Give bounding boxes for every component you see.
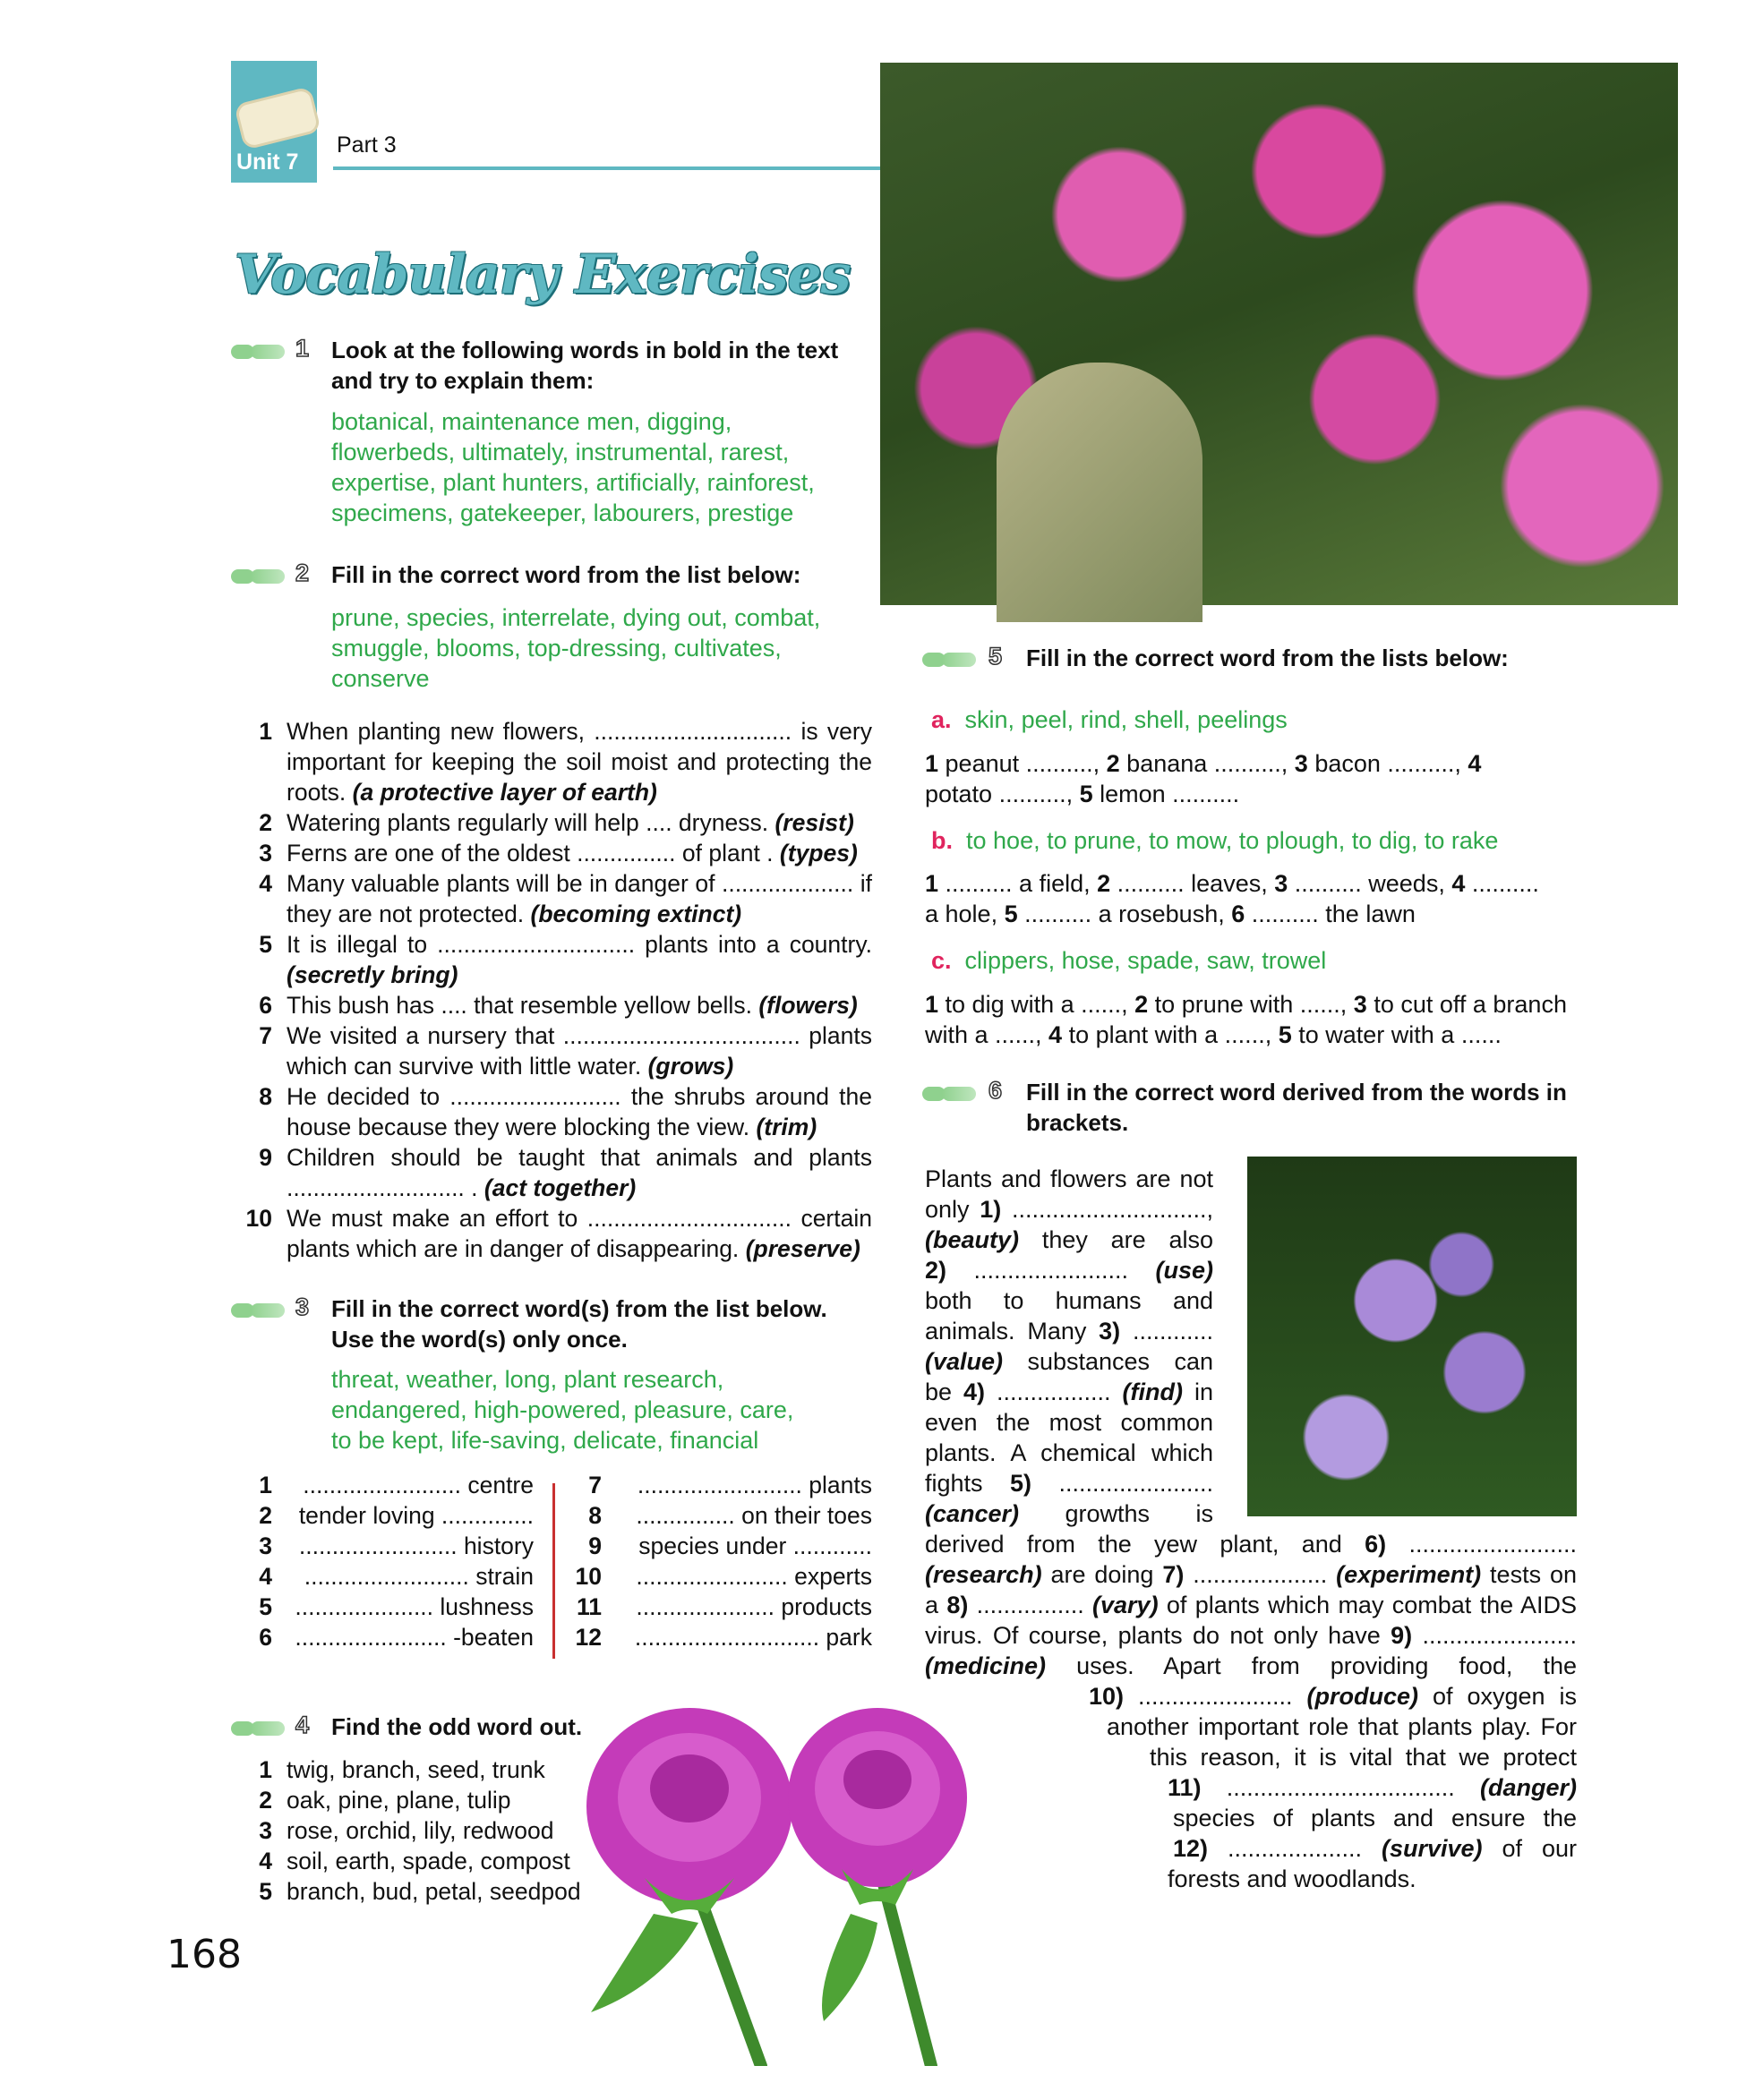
exercise-1-wordlist [331, 406, 815, 528]
exercise-5b-row [931, 825, 1498, 856]
list-item [559, 1531, 872, 1561]
item-text [287, 716, 872, 807]
item-text: ......................... strain [304, 1563, 534, 1590]
item-number: 4 [1468, 750, 1482, 777]
list-item [559, 1592, 872, 1622]
list-item [229, 1622, 534, 1652]
item-text: .......... a rosebush, [1017, 901, 1232, 927]
wordlist-line: botanical, maintenance men, digging, [331, 408, 732, 435]
exercise-1-number: 1 [295, 335, 310, 362]
item-text: soil, earth, spade, compost [287, 1848, 570, 1874]
exercise-5c-words: clippers, hose, spade, saw, trowel [964, 947, 1327, 974]
item-text: .......... a hole, [925, 870, 1539, 927]
item-text [287, 929, 872, 990]
text-line: (beauty) they are also [925, 1226, 1213, 1253]
item-sentence: He decided to .......................... the shrubs around the house because they were blocking the view. [287, 1083, 872, 1140]
item-text: banana .........., [1119, 750, 1295, 777]
exercise-2-number: 2 [295, 559, 310, 586]
text-line: plants. A chemical which [925, 1439, 1213, 1466]
item-number: 5 [1004, 901, 1018, 927]
item-text: oak, pine, plane, tulip [287, 1787, 511, 1814]
item-number: 3 [1353, 991, 1367, 1018]
exercise-2-list [229, 716, 872, 1264]
item-number: 1 [925, 750, 939, 777]
item-hint: (grows) [647, 1053, 734, 1080]
text-line: (medicine) uses. Apart from providing food, the [925, 1652, 1577, 1679]
item-number: 2 [259, 1502, 272, 1529]
text-line: species of plants and ensure the [1173, 1805, 1577, 1831]
list-item [229, 1754, 605, 1785]
list-item [229, 929, 872, 990]
item-text: to plant with a ......, [1062, 1021, 1279, 1048]
item-number: 1 [925, 870, 939, 897]
item-number: 7 [588, 1472, 602, 1498]
item-number: 3 [259, 840, 272, 866]
list-item [559, 1470, 872, 1500]
list-item [229, 807, 872, 838]
item-sentence: Ferns are one of the oldest ............... of plant . [287, 840, 774, 866]
item-text: ............... on their toes [636, 1502, 872, 1529]
item-hint: (a protective layer of earth) [352, 779, 657, 806]
item-text [287, 807, 872, 838]
item-number: 3 [1294, 750, 1308, 777]
exercise-arrow-icon [231, 343, 288, 361]
item-hint: (secretly bring) [287, 961, 458, 988]
scroll-icon [234, 86, 321, 150]
item-number: 5 [259, 1593, 272, 1620]
item-sentence: It is illegal to .............................. plants into a country. [287, 931, 872, 958]
text-line: 10) ....................... (produce) of oxygen is [1089, 1683, 1577, 1710]
list-item [229, 1020, 872, 1081]
item-text: ........................ centre [303, 1472, 534, 1498]
item-hint: (act together) [484, 1174, 637, 1201]
item-number: 2 [1106, 750, 1120, 777]
text-line: animals. Many 3) ............ [925, 1318, 1213, 1345]
text-line: derived from the yew plant, and 6) ......................... [925, 1531, 1577, 1558]
text-line: 11) .................................. (danger) [1168, 1774, 1577, 1801]
item-hint: (resist) [775, 809, 854, 836]
item-sentence: Watering plants regularly will help .... dryness. [287, 809, 769, 836]
item-number: 1 [925, 991, 939, 1018]
list-item [229, 1561, 534, 1592]
item-number: 6 [259, 992, 272, 1019]
exercise-5a-row [931, 704, 1288, 735]
exercise-5-instruction: Fill in the correct word from the lists below: [1026, 645, 1509, 671]
list-letter: b. [931, 827, 953, 854]
item-text [287, 1142, 872, 1203]
unit-tab [231, 61, 317, 183]
item-text: .......... weeds, [1288, 870, 1452, 897]
item-number: 4 [259, 1563, 272, 1590]
orchid-photo [1247, 1157, 1577, 1516]
wordlist-line: smuggle, blooms, top-dressing, cultivates, [331, 635, 782, 662]
exercise-4-list [229, 1754, 605, 1907]
text-line: virus. Of course, plants do not only have 9) ....................... [925, 1622, 1577, 1649]
exercise-2-wordlist [331, 602, 820, 694]
item-number: 9 [588, 1532, 602, 1559]
item-number: 8 [588, 1502, 602, 1529]
exercise-arrow-icon [231, 1720, 288, 1737]
roses-illustration [555, 1690, 1057, 2066]
item-text: twig, branch, seed, trunk [287, 1756, 545, 1783]
part-label: Part 3 [337, 132, 397, 158]
item-text: bacon .........., [1307, 750, 1468, 777]
header-rule [333, 166, 884, 170]
item-sentence: We must make an effort to ............................... certain plants which are in danger of disappearing. [287, 1205, 872, 1262]
exercise-1-instruction: Look at the following words in bold in the text and try to explain them: [331, 337, 839, 394]
text-line: both to humans and [925, 1287, 1213, 1314]
exercise-4-instruction: Find the odd word out. [331, 1713, 583, 1740]
item-text [287, 1203, 872, 1264]
item-text: .......... the lawn [1245, 901, 1416, 927]
item-number: 10 [575, 1563, 602, 1590]
item-text [287, 1020, 872, 1081]
text-line: be 4) ................. (find) in [925, 1379, 1213, 1405]
item-text: to cut off a branch with a ......, [925, 991, 1567, 1048]
item-number: 2 [1097, 870, 1111, 897]
exercise-arrow-icon [922, 1085, 980, 1103]
item-sentence: We visited a nursery that .................................... plants which can survive with little water. [287, 1022, 872, 1080]
item-number: 5 [259, 1878, 272, 1905]
exercise-5b-words: to hoe, to prune, to mow, to plough, to dig, to rake [966, 827, 1499, 854]
item-number: 3 [259, 1817, 272, 1844]
text-line: 2) ....................... (use) [925, 1257, 1213, 1284]
list-item [229, 990, 872, 1020]
item-text: ............................ park [634, 1624, 872, 1651]
page-number: 168 [167, 1932, 242, 1977]
text-line: (research) are doing 7) .................... (experiment) tests on [925, 1561, 1577, 1588]
exercise-arrow-icon [922, 651, 980, 669]
list-letter: a. [931, 706, 952, 733]
item-text: to prune with ......, [1148, 991, 1354, 1018]
text-line: fights 5) ....................... [925, 1470, 1213, 1497]
item-text: .......... leaves, [1110, 870, 1275, 897]
hydrangea-photo [880, 63, 1678, 605]
list-letter: c. [931, 947, 952, 974]
item-text: branch, bud, petal, seedpod [287, 1878, 581, 1905]
exercise-6-text-wide [925, 1529, 1577, 1681]
item-text: rose, orchid, lily, redwood [287, 1817, 554, 1844]
exercise-3-number: 3 [295, 1293, 310, 1320]
item-sentence: When planting new flowers, .............................. is very important for keeping the soil moist and protecting the roots. [287, 718, 872, 806]
item-number: 2 [1134, 991, 1149, 1018]
text-line: Plants and flowers are not [925, 1165, 1213, 1192]
list-item [229, 1500, 534, 1531]
item-number: 7 [259, 1022, 272, 1049]
item-number: 3 [1274, 870, 1288, 897]
item-number: 1 [259, 1756, 272, 1783]
text-line: this reason, it is vital that we protect [1150, 1744, 1577, 1771]
wordlist-line: endangered, high-powered, pleasure, care, [331, 1396, 794, 1423]
wordlist-line: to be kept, life-saving, delicate, financial [331, 1427, 759, 1454]
item-sentence: This bush has .... that resemble yellow bells. [287, 992, 752, 1019]
exercise-5a-items [925, 748, 1552, 809]
wordlist-line: expertise, plant hunters, artificially, rainforest, [331, 469, 815, 496]
item-text [287, 838, 872, 868]
wordlist-line: prune, species, interrelate, dying out, combat, [331, 604, 821, 631]
exercise-4-number: 4 [295, 1712, 310, 1738]
mossy-stone [997, 363, 1202, 622]
item-number: 3 [259, 1532, 272, 1559]
unit-label: Unit 7 [236, 149, 299, 175]
wordlist-line: threat, weather, long, plant research, [331, 1366, 724, 1393]
wordlist-line: specimens, gatekeeper, labourers, prestige [331, 499, 794, 526]
item-number: 5 [259, 931, 272, 958]
item-number: 5 [1278, 1021, 1292, 1048]
list-item [229, 1203, 872, 1264]
item-number: 10 [245, 1205, 272, 1232]
text-line: only 1) ............................., [925, 1196, 1213, 1223]
item-hint: (flowers) [758, 992, 858, 1019]
item-sentence: Many valuable plants will be in danger of .................... if they are not protected. [287, 870, 872, 927]
exercise-arrow-icon [231, 568, 288, 585]
list-item [559, 1561, 872, 1592]
exercise-6-number: 6 [988, 1077, 1003, 1104]
item-text [287, 990, 872, 1020]
column-divider [552, 1483, 555, 1659]
item-text: .......... a field, [938, 870, 1098, 897]
item-text: tender loving .............. [298, 1502, 534, 1529]
item-hint: (trim) [756, 1114, 817, 1140]
item-text: ..................... products [636, 1593, 872, 1620]
item-number: 1 [259, 718, 272, 745]
item-text: potato .........., [925, 781, 1080, 807]
item-sentence: Children should be taught that animals and plants ........................... . [287, 1144, 872, 1201]
item-number: 4 [1048, 1021, 1063, 1048]
wordlist-line: conserve [331, 665, 430, 692]
list-item [229, 1815, 605, 1846]
item-text: to dig with a ......, [938, 991, 1135, 1018]
exercise-5c-items [925, 989, 1583, 1050]
item-text: ....................... -beaten [295, 1624, 534, 1651]
item-number: 1 [259, 1472, 272, 1498]
item-number: 2 [259, 809, 272, 836]
item-text: to water with a ...... [1291, 1021, 1502, 1048]
item-text: ..................... lushness [295, 1593, 534, 1620]
item-number: 12 [575, 1624, 602, 1651]
item-number: 4 [259, 870, 272, 897]
exercise-2-instruction: Fill in the correct word from the list below: [331, 561, 801, 588]
text-line: (cancer) growths is [925, 1500, 1213, 1527]
text-line: forests and woodlands. [1168, 1865, 1416, 1892]
item-text [287, 1081, 872, 1142]
item-number: 4 [1451, 870, 1466, 897]
item-number: 8 [259, 1083, 272, 1110]
list-item [229, 1876, 605, 1907]
exercise-3-wordlist [331, 1364, 793, 1455]
exercise-5-number: 5 [988, 643, 1003, 670]
item-number: 5 [1079, 781, 1093, 807]
item-text: species under ............ [638, 1532, 872, 1559]
text-line: 12) .................... (survive) of our [1173, 1835, 1577, 1862]
item-number: 6 [1231, 901, 1245, 927]
item-hint: (becoming extinct) [530, 901, 742, 927]
exercise-6-instruction: Fill in the correct word derived from the words in brackets. [1026, 1079, 1567, 1136]
item-number: 6 [259, 1624, 272, 1651]
list-item [229, 1785, 605, 1815]
item-text: ......................... plants [637, 1472, 872, 1498]
wordlist-line: flowerbeds, ultimately, instrumental, rarest, [331, 439, 790, 465]
exercise-5a-words: skin, peel, rind, shell, peelings [964, 706, 1288, 733]
list-item [229, 1470, 534, 1500]
list-item [559, 1500, 872, 1531]
list-item [559, 1622, 872, 1652]
item-text: ....................... experts [636, 1563, 872, 1590]
item-text: peanut .........., [938, 750, 1107, 777]
text-line: a 8) ................ (vary) of plants which may combat the AIDS [925, 1592, 1578, 1618]
exercise-3-right-column [559, 1470, 872, 1652]
list-item [229, 868, 872, 929]
text-line: even the most common [925, 1409, 1213, 1436]
exercise-3-instruction: Fill in the correct word(s) from the list below. Use the word(s) only once. [331, 1295, 827, 1353]
item-number: 2 [259, 1787, 272, 1814]
item-text: ........................ history [298, 1532, 534, 1559]
exercise-6-text-narrow [925, 1164, 1213, 1529]
item-hint: (types) [779, 840, 858, 866]
exercise-3-left-column [229, 1470, 534, 1652]
text-line: another important role that plants play. For [1107, 1713, 1577, 1740]
list-item [229, 1142, 872, 1203]
item-number: 4 [259, 1848, 272, 1874]
list-item [229, 1081, 872, 1142]
list-item [229, 838, 872, 868]
page-title: Vocabulary Exercises [235, 243, 851, 306]
item-text [287, 868, 872, 929]
text-line: (value) substances can [925, 1348, 1213, 1375]
item-hint: (preserve) [745, 1235, 860, 1262]
list-item [229, 1592, 534, 1622]
exercise-arrow-icon [231, 1302, 288, 1319]
list-item [229, 716, 872, 807]
item-number: 11 [576, 1593, 602, 1620]
exercise-5b-items [925, 868, 1552, 929]
list-item [229, 1846, 605, 1876]
item-number: 9 [259, 1144, 272, 1171]
item-text: lemon .......... [1092, 781, 1240, 807]
list-item [229, 1531, 534, 1561]
exercise-5c-row [931, 945, 1326, 976]
